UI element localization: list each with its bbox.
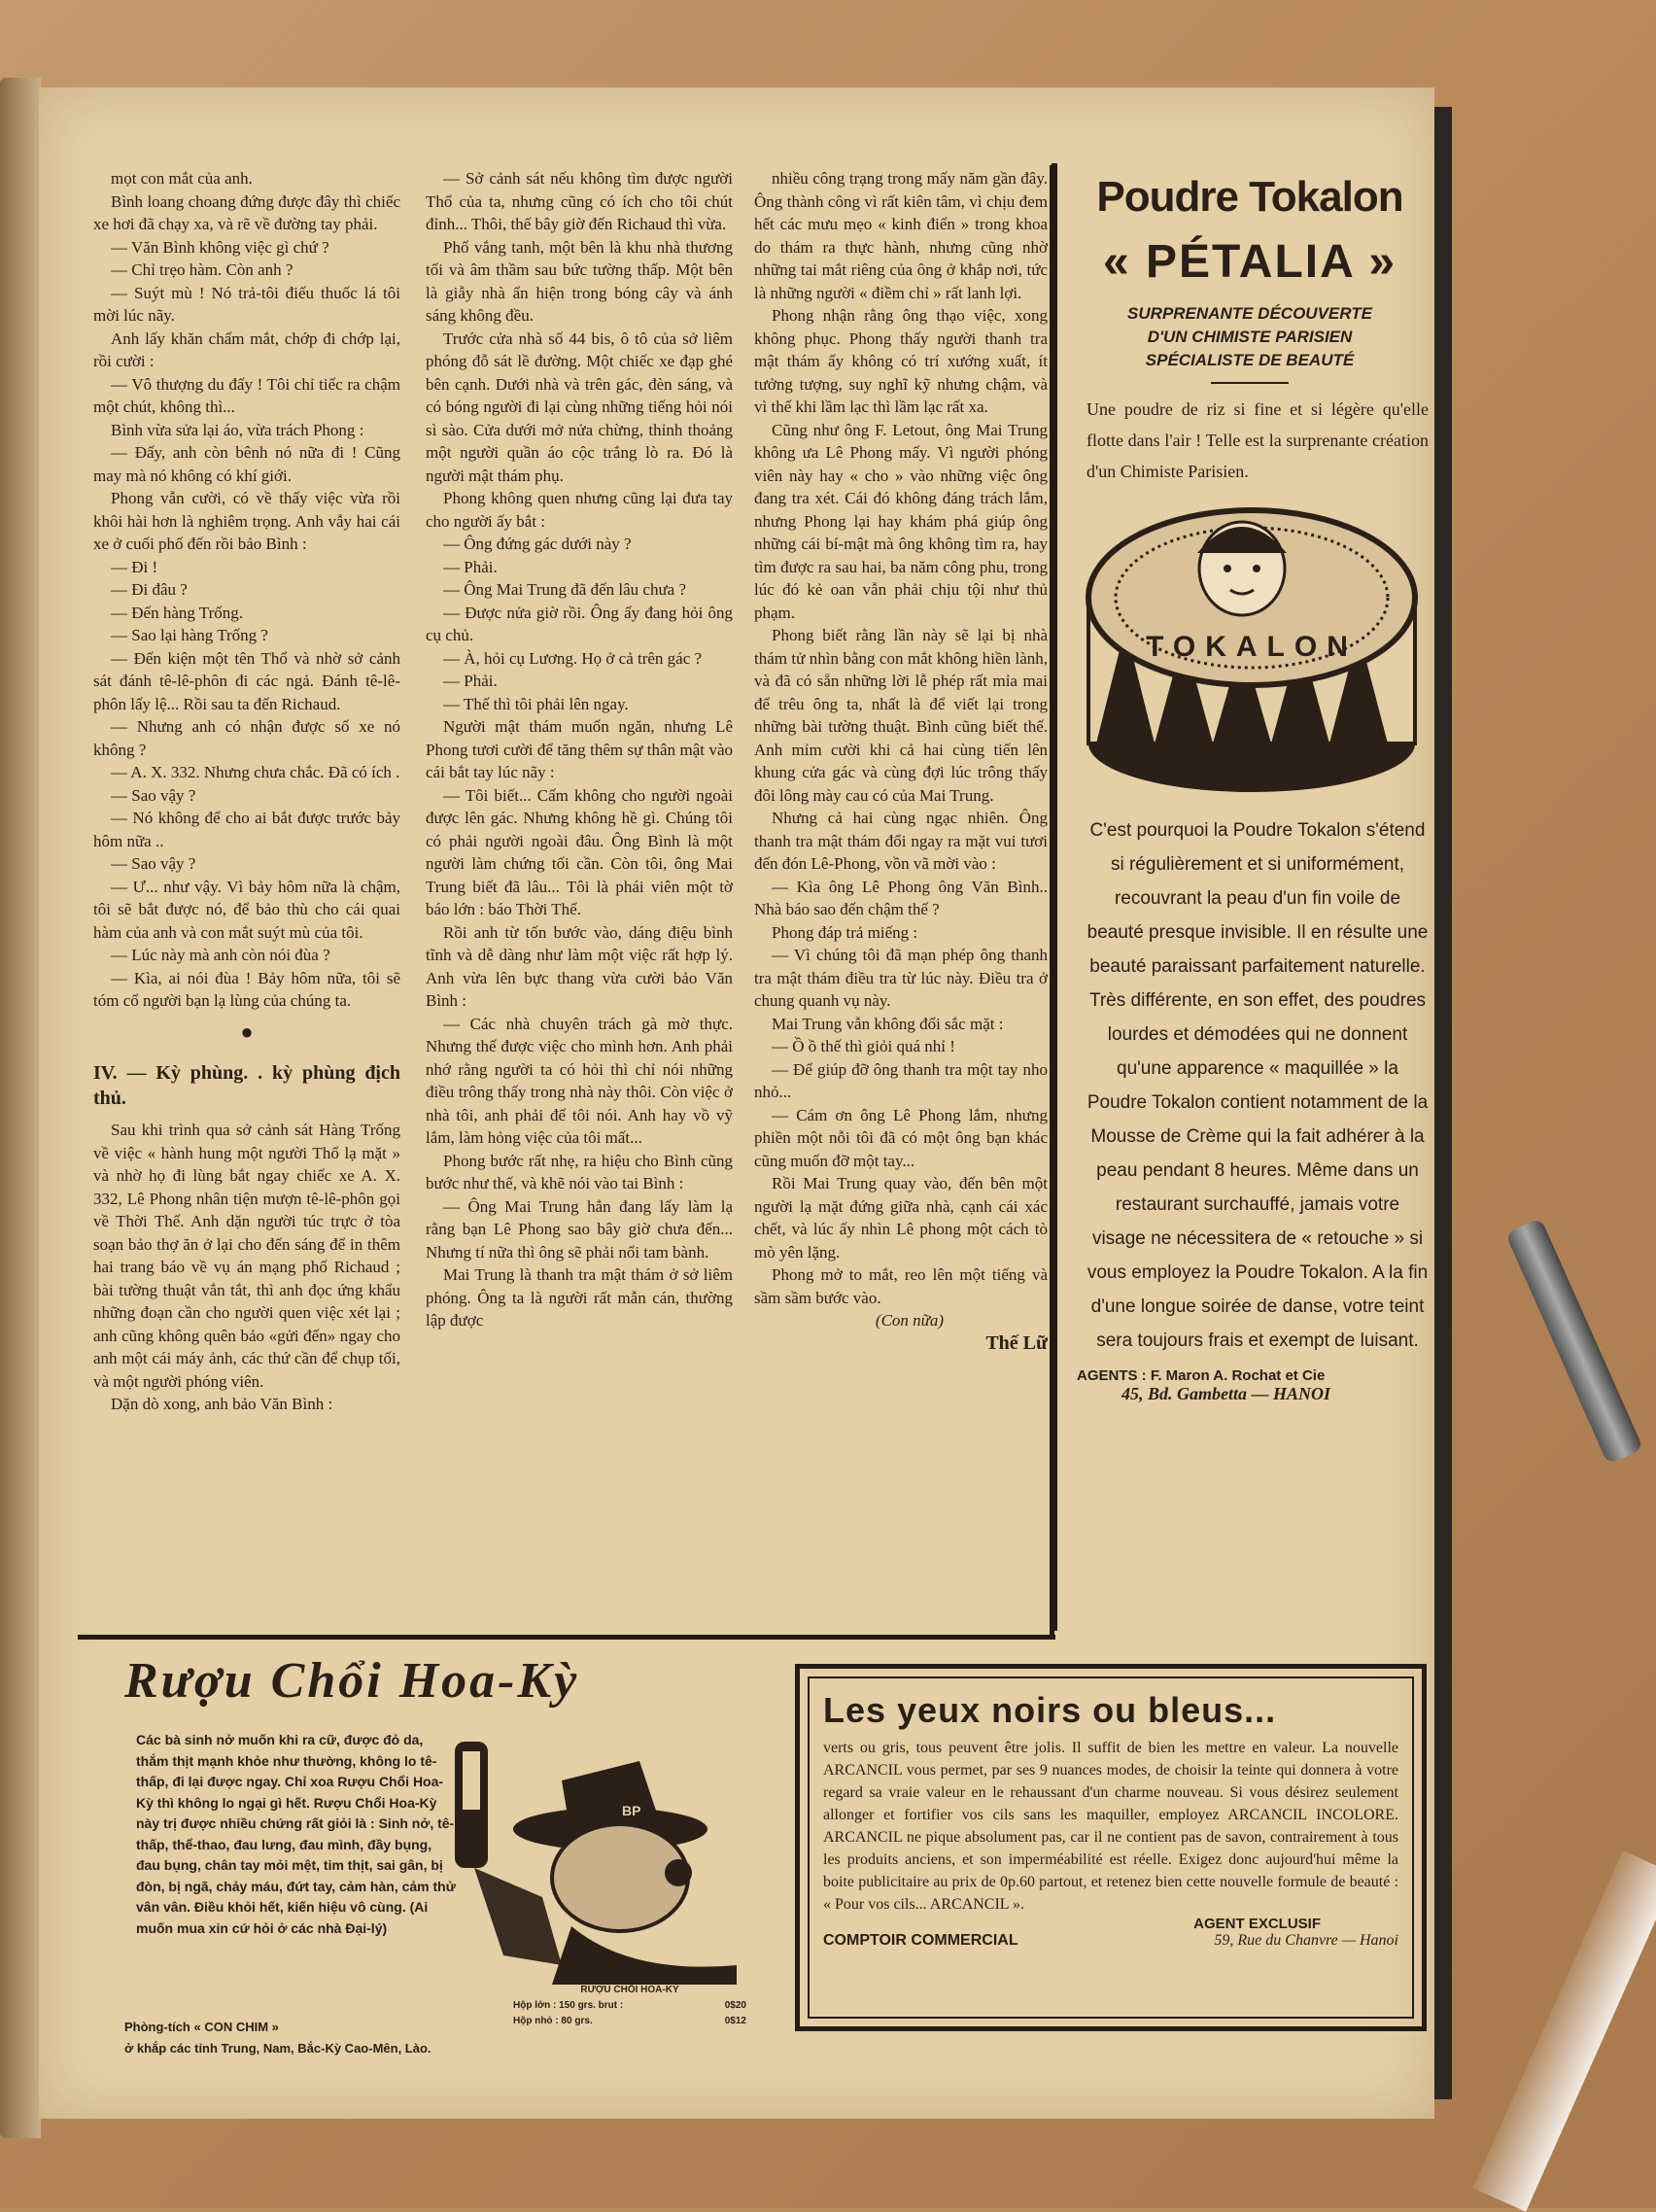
article-paragraph: — Các nhà chuyên trách gà mờ thực. Nhưng thế được việc cho mình hơn. Anh phải nhớ rằng người ta có hỏi thì chỉ nói những điều trông thấy trong nhà này thôi. Còn việc ở nhà tôi, anh phải để tôi nói. Anh hay vồ vỹ lắm, làm hỏng việc của tôi mất... <box>426 1014 733 1147</box>
article-paragraph: Người mật thám muốn ngăn, nhưng Lê Phong tươi cười để tăng thêm sự thân mật vào cái bắt tay lúc nãy : <box>426 717 733 781</box>
column-2-paragraphs <box>426 167 733 1332</box>
article-paragraph: — Kìa, ai nói đùa ! Bảy hôm nữa, tôi sẽ tóm cổ người bạn lạ lùng của chúng ta. <box>93 968 400 1010</box>
article-paragraph: — Lúc này mà anh còn nói đùa ? <box>111 946 330 964</box>
column-3-paragraphs <box>754 167 1048 1309</box>
section-dot: ● <box>240 1019 254 1044</box>
tokalon-agents: AGENTS : F. Maron A. Rochat et Cie <box>1077 1367 1326 1384</box>
svg-text:BP: BP <box>622 1803 641 1818</box>
tokalon-body: C'est pourquoi la Poudre Tokalon s'étend si régulièrement et si uniformément, recouvrant la peau d'un fin voile de beauté presque invisible. Il en résulte une beauté paraissant parfaitement naturelle. Très différente, en son effet, des poudres lourdes et démodées qui ne donnent qu'une apparence « maquillée » la Poudre Tokalon contient notamment de la Mousse de Crème qui la fait adhérer à la peau pendant 8 heures. Même dans un restaurant surchauffé, jamais votre visage ne nécessitera de « retouche » si vous employez la Poudre Tokalon. A la fin d'une longue soirée de danse, votre teint sera toujours frais et exempt de luisant. <box>1087 820 1429 1351</box>
ruou-footer-line-2: ở khắp các tỉnh Trung, Nam, Bắc-Kỳ Cao-Mên, Lào. <box>124 2041 431 2056</box>
article-paragraph: — Đến kiện một tên Thổ và nhờ sở cảnh sát đánh tê-lê-phôn đi các ngả. Đánh tê-lê-phôn lấy lệ... Rồi sau ta đến Richaud. <box>93 648 400 713</box>
tokalon-brand: Poudre Tokalon <box>1096 173 1403 221</box>
article-paragraph: Dặn dò xong, anh bảo Văn Bình : <box>111 1395 333 1413</box>
article-paragraph: — Đấy, anh còn bênh nó nữa đi ! Cũng may mà nó không có khí giới. <box>93 443 400 485</box>
section-subheading: IV. — Kỳ phùng. . kỳ phùng địch thủ. <box>93 1062 400 1109</box>
article-paragraph: — Phải. <box>443 557 498 576</box>
article-paragraph: Mai Trung vẫn không đổi sắc mặt : <box>772 1014 1004 1033</box>
ruou-text: Các bà sinh nở muốn khi ra cữ, được đỏ da, thắm thịt mạnh khỏe như thường, không lo tê-thấp, đi lại được ngay. Chỉ xoa Rượu Chổi Hoa-Kỳ thì không lo ngại gì hết. Rượu Chổi Hoa-Kỳ này trị được nhiều chứng rất giỏi là : Sinh nở, tê-thấp, thể-thao, đau lưng, đau mình, đầy bụng, đau bụng, chân tay mỏi mệt, tim thịt, sai gân, bị đòn, bị ngã, chảy máu, đứt tay, cảm hàn, cảm thử vân vân. Điều khỏi hết, kiến hiệu vô cùng. (Ai muốn mua xin cứ hỏi ở các nhà Đại-lý) <box>136 1732 456 1936</box>
size-small: Hộp nhỏ : 80 grs. <box>513 2016 593 2026</box>
article-paragraph: Rồi anh từ tốn bước vào, dáng điệu bình tĩnh và dễ dàng như làm một việc rất hợp lý. Anh vừa lên bực thang vừa cười bảo Văn Bình : <box>426 922 733 1010</box>
article-paragraph: — Ông Mai Trung đã đến lâu chưa ? <box>443 580 687 599</box>
article-paragraph: — Cám ơn ông Lê Phong lắm, nhưng phiền một nỗi tôi đã có một ông bạn khác cũng muốn đỡ một tay... <box>754 1105 1048 1170</box>
article-paragraph: Bình loang choang đứng được đây thì chiếc xe hơi đã chạy xa, và rẽ về đường tay phải. <box>93 191 400 233</box>
tagline-rule <box>1211 382 1289 384</box>
box-label: TOKALON <box>1146 631 1358 663</box>
bottle-label: RƯỢU CHỔI HOA-KỲ <box>580 1985 679 1995</box>
article-paragraph: — Kìa ông Lê Phong ông Văn Bình.. Nhà báo sao đến chậm thế ? <box>754 877 1048 918</box>
article-paragraph: Anh lấy khăn chấm mắt, chớp đi chớp lại, rồi cười : <box>93 328 400 370</box>
article-paragraph: — Vô thượng du đấy ! Tôi chỉ tiếc ra chậm một chút, không thì... <box>93 374 400 416</box>
article-paragraph: Mai Trung là thanh tra mật thám ở sở liêm phóng. Ông ta là người rất mẫn cán, thường lập được <box>426 1265 733 1330</box>
article-paragraph: — Sao vậy ? <box>111 785 196 805</box>
column-1-paragraphs <box>93 167 400 1013</box>
article-paragraph: Phong không quen nhưng cũng lại đưa tay cho người ấy bắt : <box>426 489 733 531</box>
article-paragraph: Trước cửa nhà số 44 bis, ô tô của sở liêm phóng đỗ sát lề đường. Một chiếc xe đạp ghé bên cạnh. Dưới nhà và trên gác, đèn sáng, và có bóng người đi lại cùng những tiếng hỏi nói sì sào. Cửa dưới mở nửa chừng, thỉnh thoảng một người quần áo cộc trắng lò ra. Đó là người mật thám phụ. <box>426 328 733 485</box>
article-paragraph: — Sở cảnh sát nếu không tìm được người Thổ của ta, nhưng cũng có ích cho tôi chút đỉnh... Thôi, thế bây giờ đến Richaud thì vừa. <box>426 169 733 233</box>
article-paragraph: Phố vắng tanh, một bên là khu nhà thương tối và âm thầm sau bức tường thấp. Một bên là giẫy nhà ẩn hiện trong bóng cây và ánh sáng không đều. <box>426 237 733 325</box>
article-paragraph: Phong biết rằng lần này sẽ lại bị nhà thám tử nhìn bằng con mắt không hiền lành, và đã có sẵn những lời lễ phép rất mỉa mai để trêu ông ta, nhất là để viết lại trong những bài tường thuật. Bình cũng biết thế. Anh mỉm cười khi cả hai cùng tiến lên khung cửa gác và cùng đợi lúc trông thấy đôi lông mày cau có của Mai Trung. <box>754 626 1048 805</box>
arcancil-address: 59, Rue du Chanvre — Hanoi <box>1214 1932 1398 1949</box>
article-paragraph: — Ông đứng gác dưới này ? <box>443 535 632 553</box>
tokalon-tagline <box>1057 302 1442 372</box>
article-paragraph: Phong đáp trả miếng : <box>772 922 918 942</box>
article-column-2 <box>426 167 733 1703</box>
continued-note: (Con nữa) <box>875 1311 945 1330</box>
column-1-paragraphs-2 <box>93 1119 400 1416</box>
article-paragraph: — Nhưng anh có nhận được số xe nó không ? <box>93 717 400 759</box>
article-paragraph: — Suýt mù ! Nó trả-tôi điếu thuốc lá tôi mời lúc nãy. <box>93 283 400 325</box>
article-paragraph: nhiều công trạng trong mấy năm gần đây. Ông thành công vì rất kiên tâm, vì chịu đem hết các mưu mẹo « kinh điển » trong khoa do thám ra thực hành, nhưng cũng nhờ những tai mắt riêng của ông ở khắp nơi, tức là những người « điềm chỉ » rất lanh lợi. <box>754 169 1048 302</box>
article-paragraph: — Phải. <box>443 672 498 690</box>
arcancil-company: COMPTOIR COMMERCIAL <box>823 1932 1018 1949</box>
article-paragraph: Cũng như ông F. Letout, ông Mai Trung không ưa Lê Phong mấy. Vì người phóng viên này hay « cho » vào những việc ông đang tra xét. Cái đó không đáng trách lắm, nhưng Phong lại hay khám phá giúp ông những cái bí-mật mà ông không tìm ra, hay tìm được ra sau hai, ba năm công phu, trong lúc đó kẻ oan vẫn phải chịu tội như thủ phạm. <box>754 420 1048 622</box>
article-paragraph: — Sao vậy ? <box>111 854 196 873</box>
article-paragraph: — Sao lại hàng Trống ? <box>111 626 268 644</box>
article-paragraph: — Vì chúng tôi đã mạn phép ông thanh tra mật thám điều tra từ lúc này. Điều tra ở chung quanh vụ này. <box>754 946 1048 1010</box>
article-paragraph: — Nó không để cho ai bắt được trước bảy hôm nữa .. <box>93 809 400 850</box>
article-paragraph: — Đi ! <box>111 557 158 576</box>
article-paragraph: Bình vừa sửa lại áo, vừa trách Phong : <box>111 420 364 439</box>
size-large: Hộp lớn : 150 grs. brut : <box>513 2000 624 2011</box>
article-paragraph: Phong vẫn cười, có về thấy việc vừa rồi khôi hài hơn là nghiêm trọng. Anh vẫy hai cái xe ở cuối phố đến rồi bảo Bình : <box>93 489 400 553</box>
article-paragraph: — Được nửa giờ rồi. Ông ấy đang hỏi ông cụ chủ. <box>426 603 733 644</box>
article-paragraph: — A. X. 332. Nhưng chưa chắc. Đã có ích . <box>111 763 400 781</box>
article-column-1 <box>93 167 400 1703</box>
article-paragraph: — Văn Bình không việc gì chứ ? <box>111 237 329 257</box>
article-paragraph: mọt con mắt của anh. <box>111 169 253 188</box>
article-paragraph: Phong nhận rằng ông thạo việc, xong không phục. Phong thấy người thanh tra mật thám ấy không có trí xướng xuất, ít tưởng tượng, suy nghĩ kỹ nhưng chậm, và vì thế khi lầm lạc thì lầm lạc rất xa. <box>754 306 1048 416</box>
ruou-footer <box>124 2017 746 2059</box>
arcancil-title: Les yeux noirs ou bleus... <box>823 1690 1277 1730</box>
book-left-edge <box>0 78 41 2138</box>
article-bottom-rule <box>78 1635 1055 1640</box>
man-with-bottle-icon <box>445 1722 746 1985</box>
article-paragraph: — Tôi biết... Cấm không cho người ngoài được lên gác. Nhưng không hề gì. Chúng tôi có phải người ngoài đâu. Ông Bình là một người làm chứng tối cần. Còn tôi, ông Mai Trung biết đã lâu... Tôi là phái viên một tờ báo lớn : báo Thời Thế. <box>426 785 733 918</box>
article-paragraph: — Chỉ trẹo hàm. Còn anh ? <box>111 260 293 279</box>
tagline-line-3: SPÉCIALISTE DE BEAUTÉ <box>1145 351 1355 369</box>
article-paragraph: — Thế thì tôi phải lên ngay. <box>443 694 629 713</box>
arcancil-agent-label: AGENT EXCLUSIF <box>1193 1916 1321 1932</box>
ruou-title: Rượu Chổi Hoa-Kỳ <box>124 1653 580 1709</box>
tagline-line-2: D'UN CHIMISTE PARISIEN <box>1147 328 1353 346</box>
ruou-choi-advertisement <box>124 1652 746 2070</box>
author-signature: Thế Lữ <box>985 1331 1048 1354</box>
article-paragraph: Nhưng cả hai cùng ngạc nhiên. Ông thanh tra mật thám đổi ngay ra mặt vui tươi đến đón Lê-Phong, vồn vã mời vào : <box>754 809 1048 873</box>
tokalon-address: 45, Bd. Gambetta — HANOI <box>1121 1384 1331 1403</box>
article-paragraph: — Ư... như vậy. Vì bảy hôm nữa là chậm, tôi sẽ bắt được nó, để bảo thù cho cái quai hàm của anh và con mắt suýt mù của tôi. <box>93 877 400 942</box>
ruou-illustration <box>445 1722 746 2014</box>
article-paragraph: Phong mở to mắt, reo lên một tiếng và sầm sầm bước vào. <box>754 1265 1048 1307</box>
article-paragraph: Sau khi trình qua sở cảnh sát Hàng Trống về việc « hành hung một người Thổ lạ mặt » và nhờ họ đi lùng bắt ngay chiếc xe A. X. 332, Lê Phong nhân tiện mượn tê-lê-phôn gọi về Thời Thế. Anh dặn người túc trực ở tòa soạn bảo thợ ăn ở lại cho đến sáng để in thêm hai trang báo về vụ án mạng phố Richaud ; bài tường thuật vắn tắt, thì anh đọc ứng khẩu những đoạn cần cho người quen việc xét lại ; anh cũng không quên bảo «gửi đến» ngay cho anh một cái máy ảnh, các thứ cần để chụp tối, và một người phóng viên. <box>93 1121 400 1391</box>
tokalon-product-name: « PÉTALIA » <box>1102 236 1397 288</box>
tokalon-advertisement <box>1052 163 1442 1631</box>
powder-box-illustration <box>1077 501 1431 802</box>
article-paragraph: — Ồ ồ thế thì giỏi quá nhỉ ! <box>772 1037 955 1055</box>
article-column-3 <box>754 167 1048 1703</box>
article-paragraph: — Đến hàng Trống. <box>111 603 244 622</box>
arcancil-inner-frame <box>808 1676 1414 2019</box>
article-paragraph: — Ông Mai Trung hẳn đang lấy làm lạ rằng bạn Lê Phong sao bây giờ chưa đến... Nhưng tí nữa thì ông sẽ phải nổi tam bành. <box>426 1196 733 1262</box>
article-paragraph: Rồi Mai Trung quay vào, đến bên một người lạ mặt đứng giữa nhà, cạnh cái xác chết, và lúc ấy nhìn Lê phong một cách tò mò yên lặng. <box>754 1174 1048 1262</box>
article-paragraph: — Để giúp đỡ ông thanh tra một tay nho nhỏ... <box>754 1059 1048 1101</box>
arcancil-footer <box>823 1932 1398 1950</box>
article-paragraph: Phong bước rất nhẹ, ra hiệu cho Bình cũng bước như thế, và khẽ nói vào tai Bình : <box>426 1151 733 1192</box>
tokalon-intro: Une poudre de riz si fine et si légère qu'elle flotte dans l'air ! Telle est la surprenante création d'un Chimiste Parisien. <box>1087 399 1429 481</box>
powder-box-icon <box>1077 501 1427 802</box>
arcancil-body: verts ou gris, tous peuvent être jolis. Il suffit de bien les mettre en valeur. La nouvelle ARCANCIL vous permet, par ses 9 nuances modes, de choisir la teinte qui donnera à votre regard sa vraie valeur en le rehaussant d'un charme nouveau. Si vous désirez seulement allonger et fortifier vos cils sans les maquiller, employez ARCANCIL INCOLORE. ARCANCIL ne pique absolument pas, car il ne contient pas de savon, contrairement à tous les produits anciens, et son imperméabilité est réelle. Exigez donc aujourd'hui même la boite publicitaire au prix de 0p.60 partout, et retenez bien cette nouvelle formule de beauté : « Pour vos cils... ARCANCIL ». <box>823 1740 1398 1913</box>
price-small: 0$12 <box>724 2016 746 2026</box>
arcancil-advertisement <box>795 1664 1427 2031</box>
tagline-line-1: SURPRENANTE DÉCOUVERTE <box>1127 304 1372 323</box>
price-large: 0$20 <box>724 2000 746 2011</box>
article-paragraph: — À, hỏi cụ Lương. Họ ở cả trên gác ? <box>443 648 703 668</box>
article-paragraph: — Đi đâu ? <box>111 580 188 599</box>
ruou-footer-line-1: Phòng-tích « CON CHIM » <box>124 2020 279 2034</box>
